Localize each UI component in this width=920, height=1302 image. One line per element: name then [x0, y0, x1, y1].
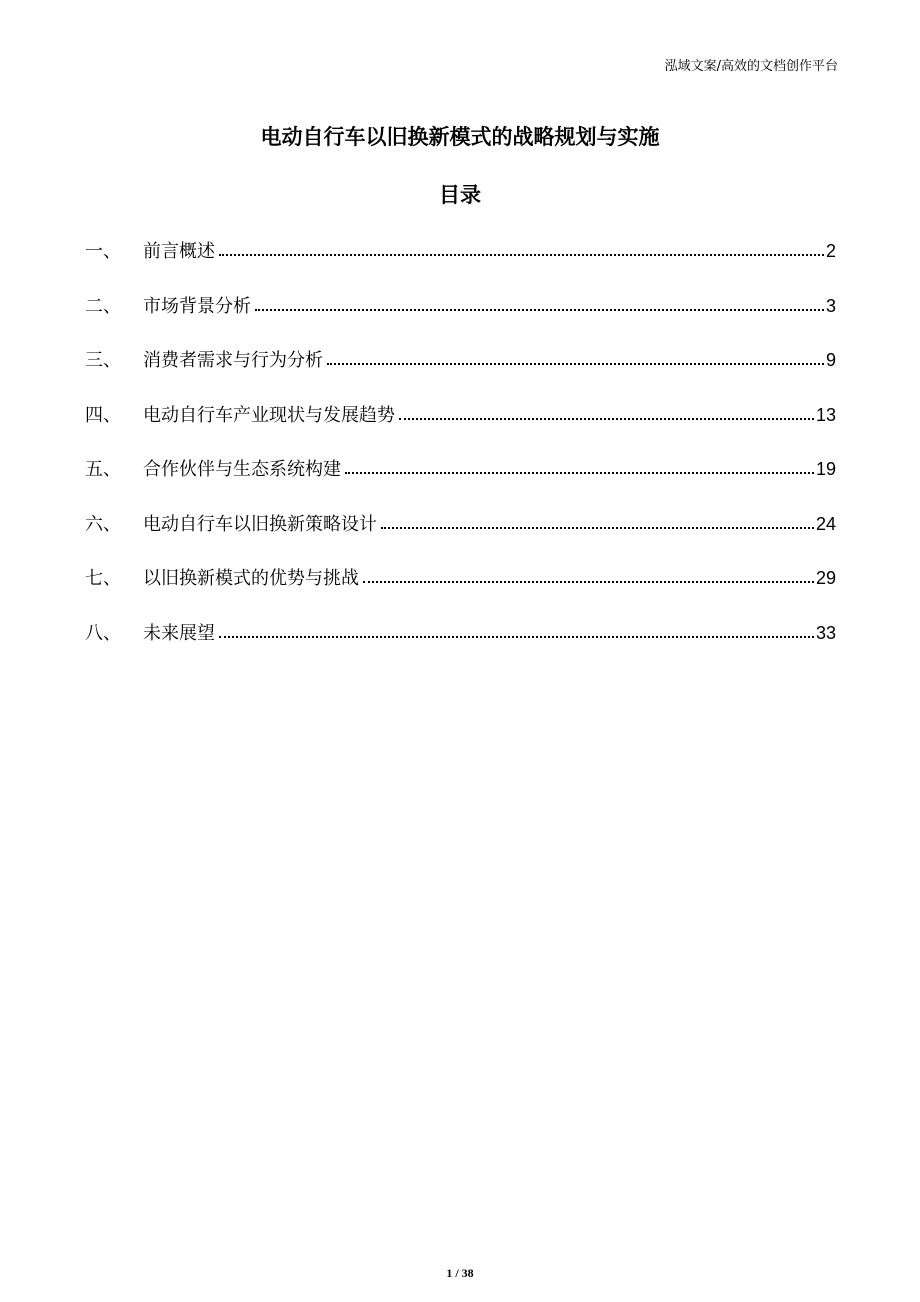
toc-entry[interactable]: [85, 292, 836, 347]
toc-entry-page[interactable]: 29: [815, 568, 836, 588]
toc-entry-title[interactable]: 未来展望: [143, 622, 215, 644]
toc-entry-title[interactable]: 市场背景分析: [143, 295, 251, 317]
toc-entry[interactable]: [85, 564, 836, 619]
toc-entry[interactable]: [85, 619, 836, 674]
toc-entry-number: 三、: [85, 350, 121, 371]
toc-entry[interactable]: [85, 237, 836, 292]
toc-entry-title[interactable]: 合作伙伴与生态系统构建: [143, 459, 341, 480]
toc-dot-leader: [399, 401, 814, 421]
toc-entry-title[interactable]: 电动自行车产业现状与发展趋势: [143, 404, 395, 426]
toc-entry[interactable]: [85, 510, 836, 565]
toc-entry[interactable]: [85, 401, 836, 456]
toc-entry-page[interactable]: 9: [825, 350, 836, 370]
toc-entry-number: 八、: [85, 622, 121, 644]
page-indicator: 1 / 38: [446, 1266, 474, 1280]
toc-entry-number: 四、: [85, 404, 121, 426]
document-title: 电动自行车以旧换新模式的战略规划与实施: [260, 125, 660, 149]
table-of-contents: [85, 237, 836, 673]
toc-entry-title[interactable]: 电动自行车以旧换新策略设计: [143, 513, 377, 535]
toc-entry-title[interactable]: 消费者需求与行为分析: [143, 350, 323, 371]
toc-entry-number: 七、: [85, 568, 121, 589]
toc-entry-page[interactable]: 24: [815, 513, 836, 534]
toc-dot-leader: [327, 346, 824, 366]
toc-entry-number: 六、: [85, 513, 121, 535]
toc-entry-page[interactable]: 19: [815, 459, 836, 479]
toc-entry-page[interactable]: 33: [815, 622, 836, 643]
toc-dot-leader: [255, 292, 824, 312]
toc-entry-page[interactable]: 2: [825, 241, 836, 261]
toc-entry[interactable]: [85, 455, 836, 510]
header-brand: 泓域文案/高效的文档创作平台: [664, 59, 838, 74]
toc-entry-page[interactable]: 13: [815, 404, 836, 425]
toc-entry-number: 一、: [85, 241, 121, 262]
toc-entry-title[interactable]: 前言概述: [143, 241, 215, 262]
toc-entry-number: 二、: [85, 295, 121, 317]
toc-entry-number: 五、: [85, 459, 121, 480]
toc-entry[interactable]: [85, 346, 836, 401]
toc-dot-leader: [219, 619, 814, 639]
toc-dot-leader: [363, 564, 814, 584]
toc-entry-title[interactable]: 以旧换新模式的优势与挑战: [143, 568, 359, 589]
toc-dot-leader: [345, 455, 814, 475]
toc-dot-leader: [219, 237, 824, 257]
toc-entry-page[interactable]: 3: [825, 295, 836, 316]
toc-dot-leader: [381, 510, 814, 530]
toc-heading: 目录: [439, 183, 481, 207]
